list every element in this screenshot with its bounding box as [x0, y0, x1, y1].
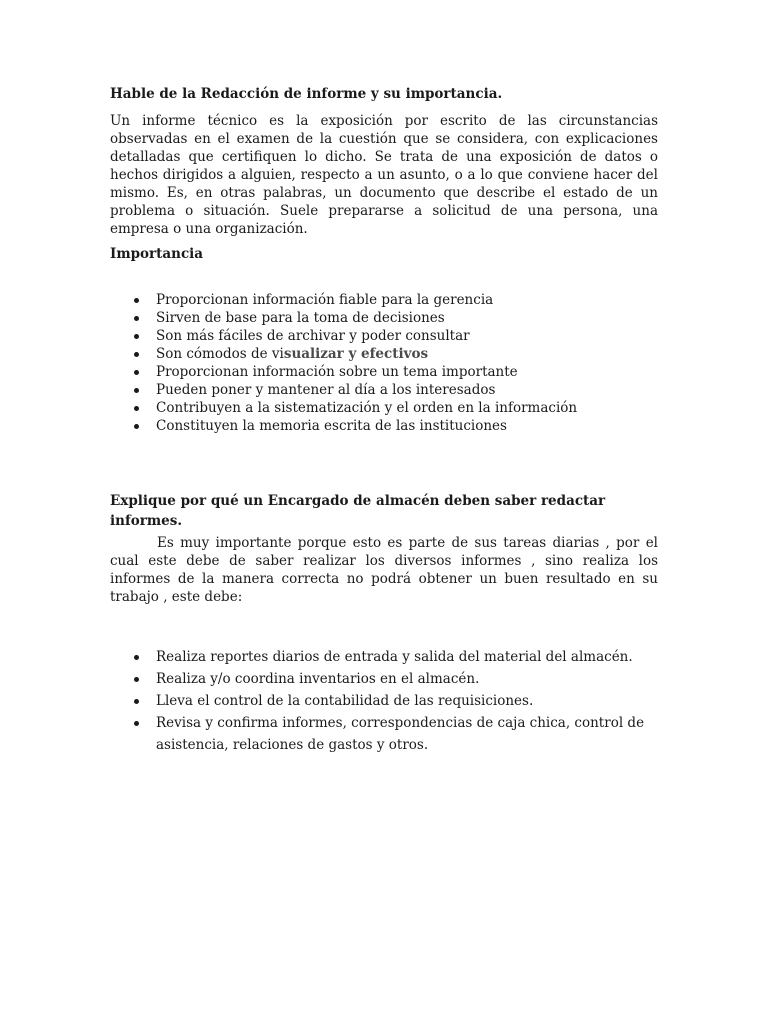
duties-list [110, 646, 658, 756]
list-item: Proporcionan información sobre un tema importante [110, 363, 658, 381]
importance-list [110, 291, 658, 435]
section2-title: Explique por qué un Encargado de almacén deben saber redactar informes. [110, 493, 606, 529]
list-item: Realiza reportes diarios de entrada y salida del material del almacén. [110, 646, 658, 668]
list-item: Son más fáciles de archivar y poder consultar [110, 327, 658, 345]
list-item: Sirven de base para la toma de decisiones [110, 309, 658, 327]
spacer [110, 435, 658, 491]
list-item: Proporcionan información fiable para la gerencia [110, 291, 658, 309]
section1-title: Hable de la Redacción de informe y su importancia. [110, 86, 503, 102]
importance-subtitle: Importancia [110, 246, 204, 262]
list-item: Revisa y confirma informes, correspondencias de caja chica, control de asistencia, relaciones de gastos y otros. [110, 712, 658, 756]
section1-paragraph: Un informe técnico es la exposición por escrito de las circunstancias observadas en el examen de la cuestión que se considera, con explicaciones detalladas que certifiquen lo dicho. Se trata de una exposición de datos o hechos dirigidos a alguien, respecto a un asunto, o a lo que conviene hacer del mismo. Es, en otras palabras, un documento que describe el estado de un problema o situación. Suele prepararse a solicitud de una persona, una empresa o una organización. [110, 113, 658, 237]
list-item: Pueden poner y mantener al día a los interesados [110, 381, 658, 399]
list-item: Realiza y/o coordina inventarios en el almacén. [110, 668, 658, 690]
list-item [110, 345, 658, 363]
section2-paragraph: Es muy importante porque esto es parte de sus tareas diarias , por el cual este debe de saber realizar los diversos informes , sino realiza los informes de la manera correcta no podrá obtener un buen resultado en su trabajo , este debe: [110, 535, 658, 605]
list-item: Contribuyen a la sistematización y el orden en la información [110, 399, 658, 417]
list-item-text: Son cómodos de vi [156, 346, 284, 362]
list-item-bold-text: sualizar y efectivos [283, 346, 429, 362]
list-item: Constituyen la memoria escrita de las instituciones [110, 417, 658, 435]
list-item: Lleva el control de la contabilidad de las requisiciones. [110, 690, 658, 712]
document-page [110, 84, 658, 756]
